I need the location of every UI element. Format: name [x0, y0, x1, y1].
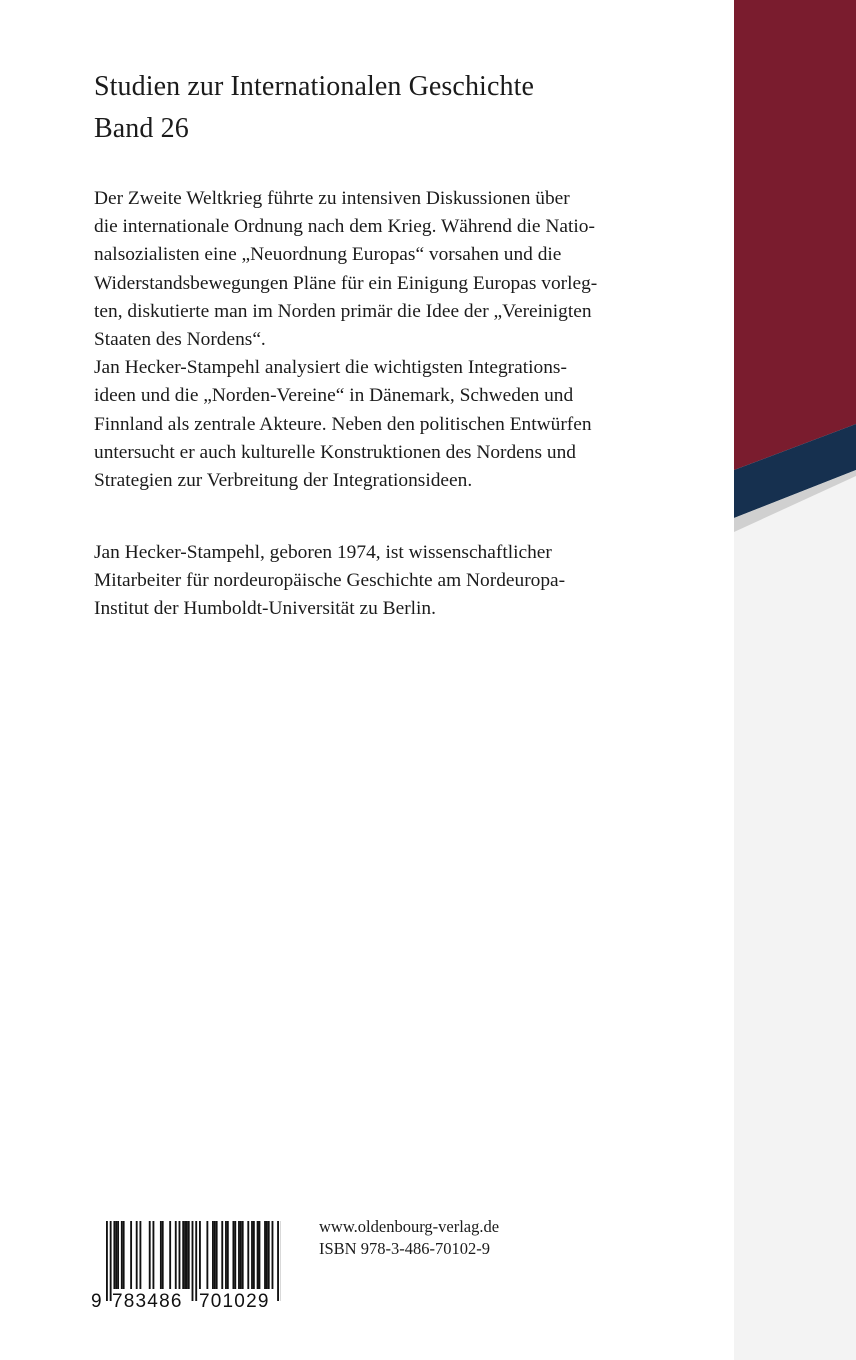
description-line: Finnland als zentrale Akteure. Neben den politischen Entwürfen	[94, 413, 592, 435]
barcode-bar	[136, 1221, 138, 1289]
isbn-text: ISBN 978-3-486-70102-9	[319, 1239, 490, 1258]
bio-line: Institut der Humboldt-Universität zu Berlin.	[94, 598, 436, 620]
barcode-bar	[240, 1221, 242, 1289]
barcode-bar	[212, 1221, 214, 1289]
spine-color-band	[734, 0, 856, 1360]
publisher-website: www.oldenbourg-verlag.de	[319, 1217, 500, 1236]
barcode-bar	[113, 1221, 115, 1289]
maroon-band	[734, 0, 856, 470]
barcode-bar	[238, 1221, 240, 1289]
description-line: die internationale Ordnung nach dem Krieg. Während die Natio-	[94, 216, 595, 238]
barcode-guard-bar	[195, 1221, 197, 1301]
barcode-digits-left: 783486	[112, 1291, 183, 1312]
barcode-bar	[214, 1221, 216, 1289]
description-line: ten, diskutierte man im Norden primär die Idee der „Vereinigten	[94, 300, 592, 322]
barcode-bar	[175, 1221, 177, 1289]
description-paragraph	[94, 185, 694, 495]
barcode-bar	[251, 1221, 253, 1289]
barcode-bar	[253, 1221, 255, 1289]
author-bio-paragraph	[94, 539, 694, 624]
barcode-bar	[242, 1221, 244, 1289]
description-line: Jan Hecker-Stampehl analysiert die wichtigsten Integrations-	[94, 357, 567, 379]
barcode-digits-right: 701029	[199, 1291, 270, 1312]
description-line: ideen und die „Norden-Vereine“ in Dänemark, Schweden und	[94, 385, 574, 407]
barcode-bar	[206, 1221, 208, 1289]
barcode-bar	[221, 1221, 223, 1289]
barcode-bar	[259, 1221, 261, 1289]
barcode-bar	[234, 1221, 236, 1289]
barcode-guard-bar	[277, 1221, 279, 1301]
barcode-bar	[149, 1221, 151, 1289]
barcode-bar	[268, 1221, 270, 1289]
barcode-bar	[225, 1221, 227, 1289]
series-volume: Band 26	[94, 113, 189, 144]
barcode-bar	[264, 1221, 266, 1289]
description-line: untersucht er auch kulturelle Konstruktionen des Nordens und	[94, 441, 576, 463]
barcode-bar	[184, 1221, 186, 1289]
barcode-bar	[115, 1221, 117, 1289]
barcode-bar	[162, 1221, 164, 1289]
bio-line: Jan Hecker-Stampehl, geboren 1974, ist wissenschaftlicher	[94, 542, 552, 563]
bio-line: Mitarbeiter für nordeuropäische Geschichte am Nordeuropa-	[94, 570, 566, 592]
barcode-bar	[139, 1221, 141, 1289]
barcode-bar	[232, 1221, 234, 1289]
barcode-bar	[179, 1221, 181, 1289]
barcode-bar	[188, 1221, 190, 1289]
barcode-bar	[153, 1221, 155, 1289]
barcode-bar	[227, 1221, 229, 1289]
color-stripes-graphic	[734, 0, 856, 1360]
barcode-bar	[117, 1221, 119, 1289]
barcode-guard-bar	[106, 1221, 108, 1301]
barcode-guard-bar	[192, 1221, 194, 1301]
barcode-bar	[216, 1221, 218, 1289]
barcode-bar	[266, 1221, 268, 1289]
publisher-info	[319, 1216, 499, 1260]
barcode-bar	[186, 1221, 188, 1289]
barcode-guard-bar	[110, 1221, 112, 1301]
barcode-bar	[121, 1221, 123, 1289]
barcode-bar	[123, 1221, 125, 1289]
barcode-bar	[199, 1221, 201, 1289]
series-title: Studien zur Internationalen Geschichte	[94, 71, 534, 102]
description-line: Staaten des Nordens“.	[94, 329, 266, 351]
description-line: Widerstandsbewegungen Pläne für ein Einigung Europas vorleg-	[94, 272, 598, 294]
description-line: Der Zweite Weltkrieg führte zu intensiven Diskussionen über	[94, 188, 570, 209]
barcode-bar	[130, 1221, 132, 1289]
barcode-bar	[247, 1221, 249, 1289]
barcode-bar	[257, 1221, 259, 1289]
barcode-bar	[160, 1221, 162, 1289]
barcode-digit-lead: 9	[91, 1291, 103, 1312]
description-line: nalsozialisten eine „Neuordnung Europas“ vorsahen und die	[94, 244, 562, 266]
series-heading	[94, 66, 714, 150]
description-line: Strategien zur Verbreitung der Integrationsideen.	[94, 470, 473, 492]
barcode-bar	[169, 1221, 171, 1289]
barcode-bar	[182, 1221, 184, 1289]
barcode-bar	[272, 1221, 274, 1289]
isbn-barcode	[91, 1219, 281, 1315]
